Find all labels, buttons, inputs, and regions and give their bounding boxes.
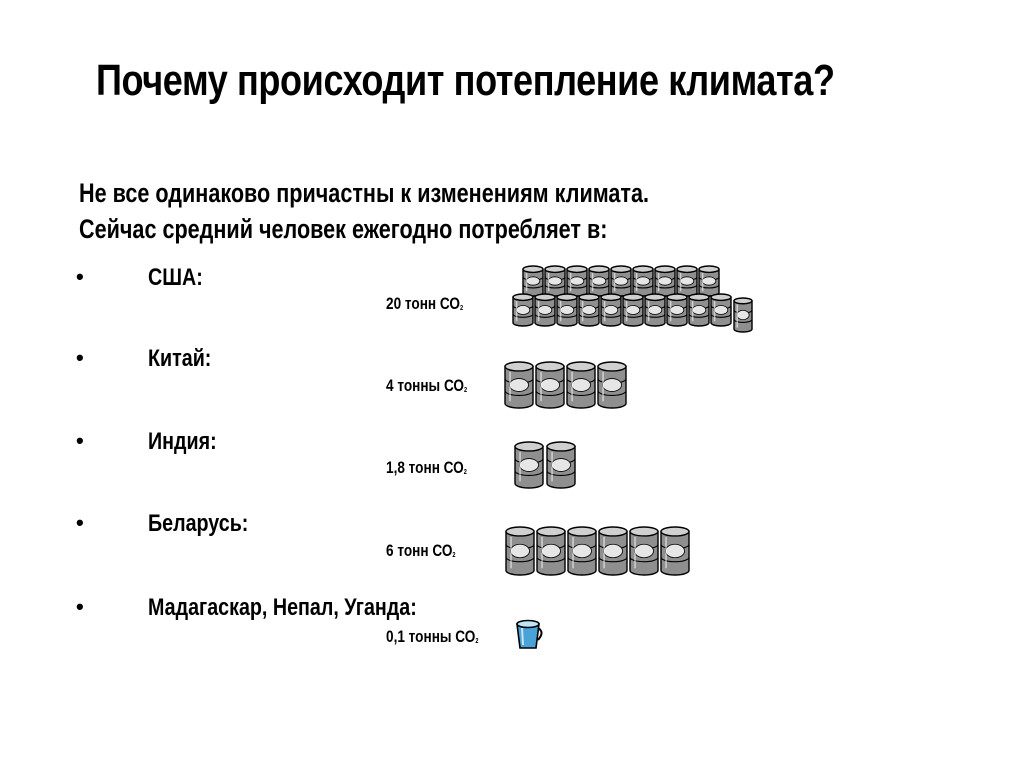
co2-barrel-icon [630, 527, 658, 575]
country-belarus: Беларусь: [148, 510, 249, 537]
co2-barrel-icon [513, 294, 533, 326]
barrel-group-india [513, 440, 583, 492]
co2-barrel-icon [579, 294, 599, 326]
co2-barrel-icon [505, 362, 533, 408]
co2-barrel-icon [633, 266, 653, 296]
co2-barrel-icon [568, 527, 596, 575]
co2-barrel-icon [677, 266, 697, 296]
co2-barrel-icon [689, 294, 709, 326]
amount-usa: 20 тонн $СО_2$ [386, 294, 464, 313]
bullet-marker: • [76, 264, 84, 289]
bullet-marker: • [76, 510, 84, 535]
co2-barrel-icon [734, 298, 752, 332]
co2-barrel-icon [661, 527, 689, 575]
page-title: Почему происходит потепление климата? [96, 56, 835, 105]
co2-barrel-icon [655, 266, 675, 296]
bullet-marker: • [76, 345, 84, 370]
co2-barrel-icon [601, 294, 621, 326]
co2-barrel-icon [547, 442, 575, 488]
bullet-marker: • [76, 594, 84, 619]
amount-china: 4 тонны $СО_2$ [386, 376, 468, 395]
co2-barrel-icon [506, 527, 534, 575]
co2-barrel-icon [545, 266, 565, 296]
barrel-group-belarus [504, 525, 704, 581]
co2-barrel-icon [699, 266, 719, 296]
co2-barrel-icon [537, 527, 565, 575]
amount-india: 1,8 тонн $СО_2$ [386, 458, 467, 477]
co2-barrel-icon [598, 362, 626, 408]
amount-madagascar-nepal-uganda: 0,1 тонны $СО_2$ [386, 627, 479, 646]
subtitle-line-2: Сейчас средний человек ежегодно потребляет в: [79, 214, 608, 244]
country-india: Индия: [148, 428, 217, 455]
country-china: Китай: [148, 345, 212, 372]
co2-barrel-icon [523, 266, 543, 296]
co2-barrel-icon [557, 294, 577, 326]
country-madagascar-nepal-uganda: Мадагаскар, Непал, Уганда: [148, 594, 417, 621]
co2-barrel-icon [611, 266, 631, 296]
bucket-icon [512, 618, 546, 652]
barrel-group-china [503, 360, 643, 412]
co2-barrel-icon [645, 294, 665, 326]
co2-barrel-icon [599, 527, 627, 575]
co2-barrel-icon [567, 266, 587, 296]
co2-barrel-icon [567, 362, 595, 408]
amount-belarus: 6 тонн $СО_2$ [386, 541, 456, 560]
barrel-group-usa [510, 264, 760, 336]
co2-barrel-icon [667, 294, 687, 326]
bullet-marker: • [76, 428, 84, 453]
co2-barrel-icon [711, 294, 731, 326]
co2-barrel-icon [535, 294, 555, 326]
subtitle-line-1: Не все одинаково причастны к изменениям климата. [79, 178, 650, 208]
country-usa: США: [148, 264, 203, 291]
co2-barrel-icon [536, 362, 564, 408]
co2-barrel-icon [515, 442, 543, 488]
co2-barrel-icon [623, 294, 643, 326]
co2-barrel-icon [589, 266, 609, 296]
